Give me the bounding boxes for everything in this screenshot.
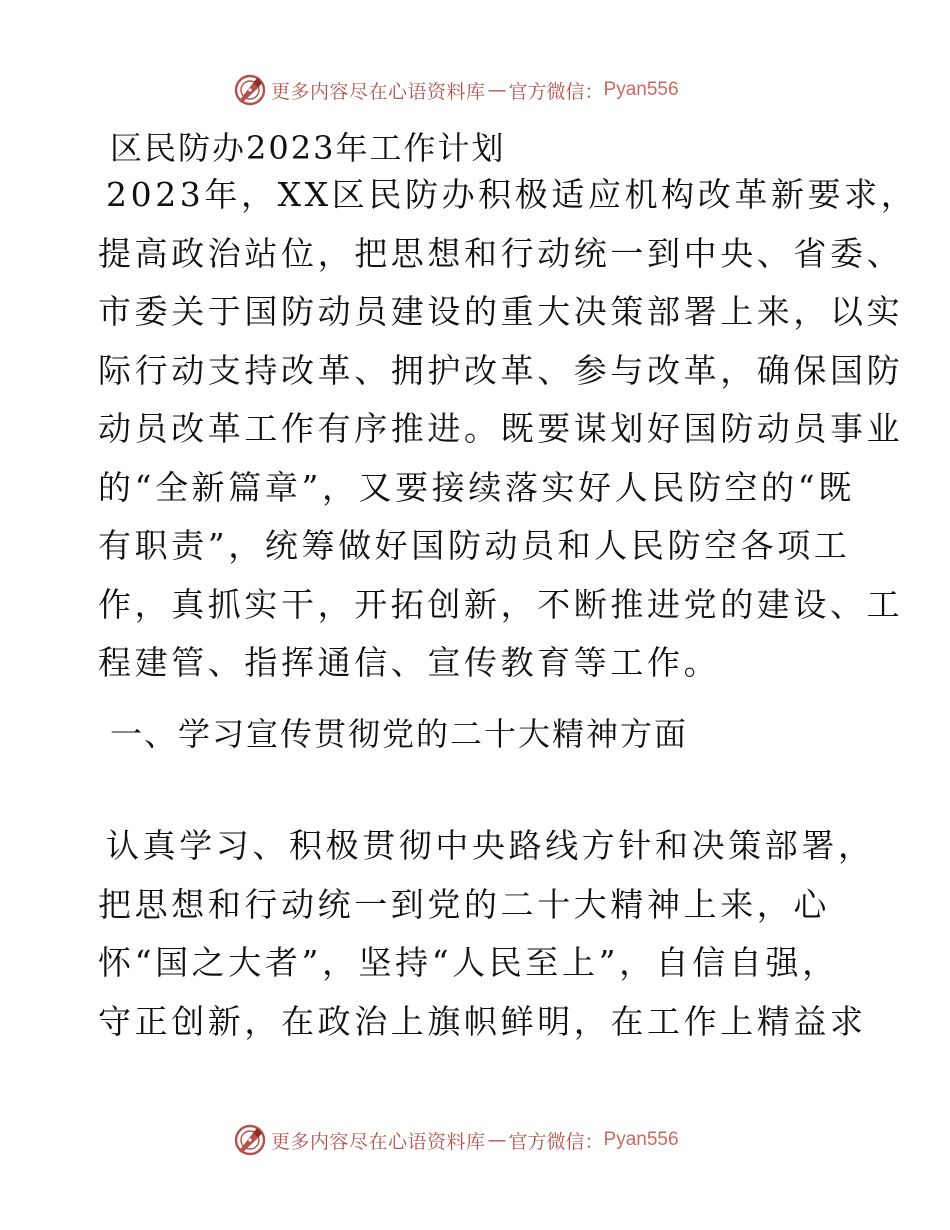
watermark-contact-label: 官方微信： bbox=[508, 1130, 604, 1153]
text-line: 动员改革工作有序推进。既要谋划好国防动员事业 bbox=[98, 409, 904, 448]
section-paragraph bbox=[98, 817, 875, 1051]
pen-nib-logo-icon bbox=[233, 73, 267, 107]
watermark-contact-id: Pyan556 bbox=[603, 79, 679, 100]
text-line: 守正创新，在政治上旗帜鲜明，在工作上精益求 bbox=[98, 1001, 867, 1041]
footer-watermark bbox=[233, 1122, 679, 1158]
watermark-contact-id: Pyan556 bbox=[603, 1129, 679, 1150]
text-line: 2023年，XX区民防办积极适应机构改革新要求， bbox=[106, 175, 918, 214]
text-line: 怀“国之大者”，坚持“人民至上”，自信自强， bbox=[98, 943, 839, 982]
watermark-text: 更多内容尽在心语资料库 bbox=[271, 80, 486, 103]
text-line: 作，真抓实干，开拓创新，不断推进党的建设、工 bbox=[98, 584, 904, 624]
text-line: 提高政治站位，把思想和行动统一到中央、省委、 bbox=[98, 233, 904, 273]
document-title: 区民防办2023年工作计划 bbox=[110, 129, 506, 167]
watermark-separator: — bbox=[487, 1129, 507, 1151]
intro-paragraph bbox=[98, 166, 918, 693]
section-heading: 一、学习宣传贯彻党的二十大精神方面 bbox=[110, 715, 689, 753]
watermark-contact-label: 官方微信： bbox=[508, 80, 604, 103]
text-line: 际行动支持改革、拥护改革、参与改革，确保国防 bbox=[98, 350, 904, 390]
watermark-text: 更多内容尽在心语资料库 bbox=[271, 1130, 486, 1153]
text-line: 的“全新篇章”，又要接续落实好人民防空的“既 bbox=[98, 467, 855, 507]
text-line: 把思想和行动统一到党的二十大精神上来，心 bbox=[98, 884, 830, 924]
text-line: 有职责”，统筹做好国防动员和人民防空各项工 bbox=[98, 526, 851, 565]
text-line: 认真学习、积极贯彻中央路线方针和决策部署， bbox=[106, 826, 875, 865]
watermark-separator: — bbox=[487, 79, 507, 101]
text-line: 程建管、指挥通信、宣传教育等工作。 bbox=[98, 643, 721, 682]
pen-nib-logo-icon bbox=[233, 1123, 267, 1157]
header-watermark bbox=[233, 72, 679, 108]
text-line: 市委关于国防动员建设的重大决策部署上来，以实 bbox=[98, 292, 904, 331]
